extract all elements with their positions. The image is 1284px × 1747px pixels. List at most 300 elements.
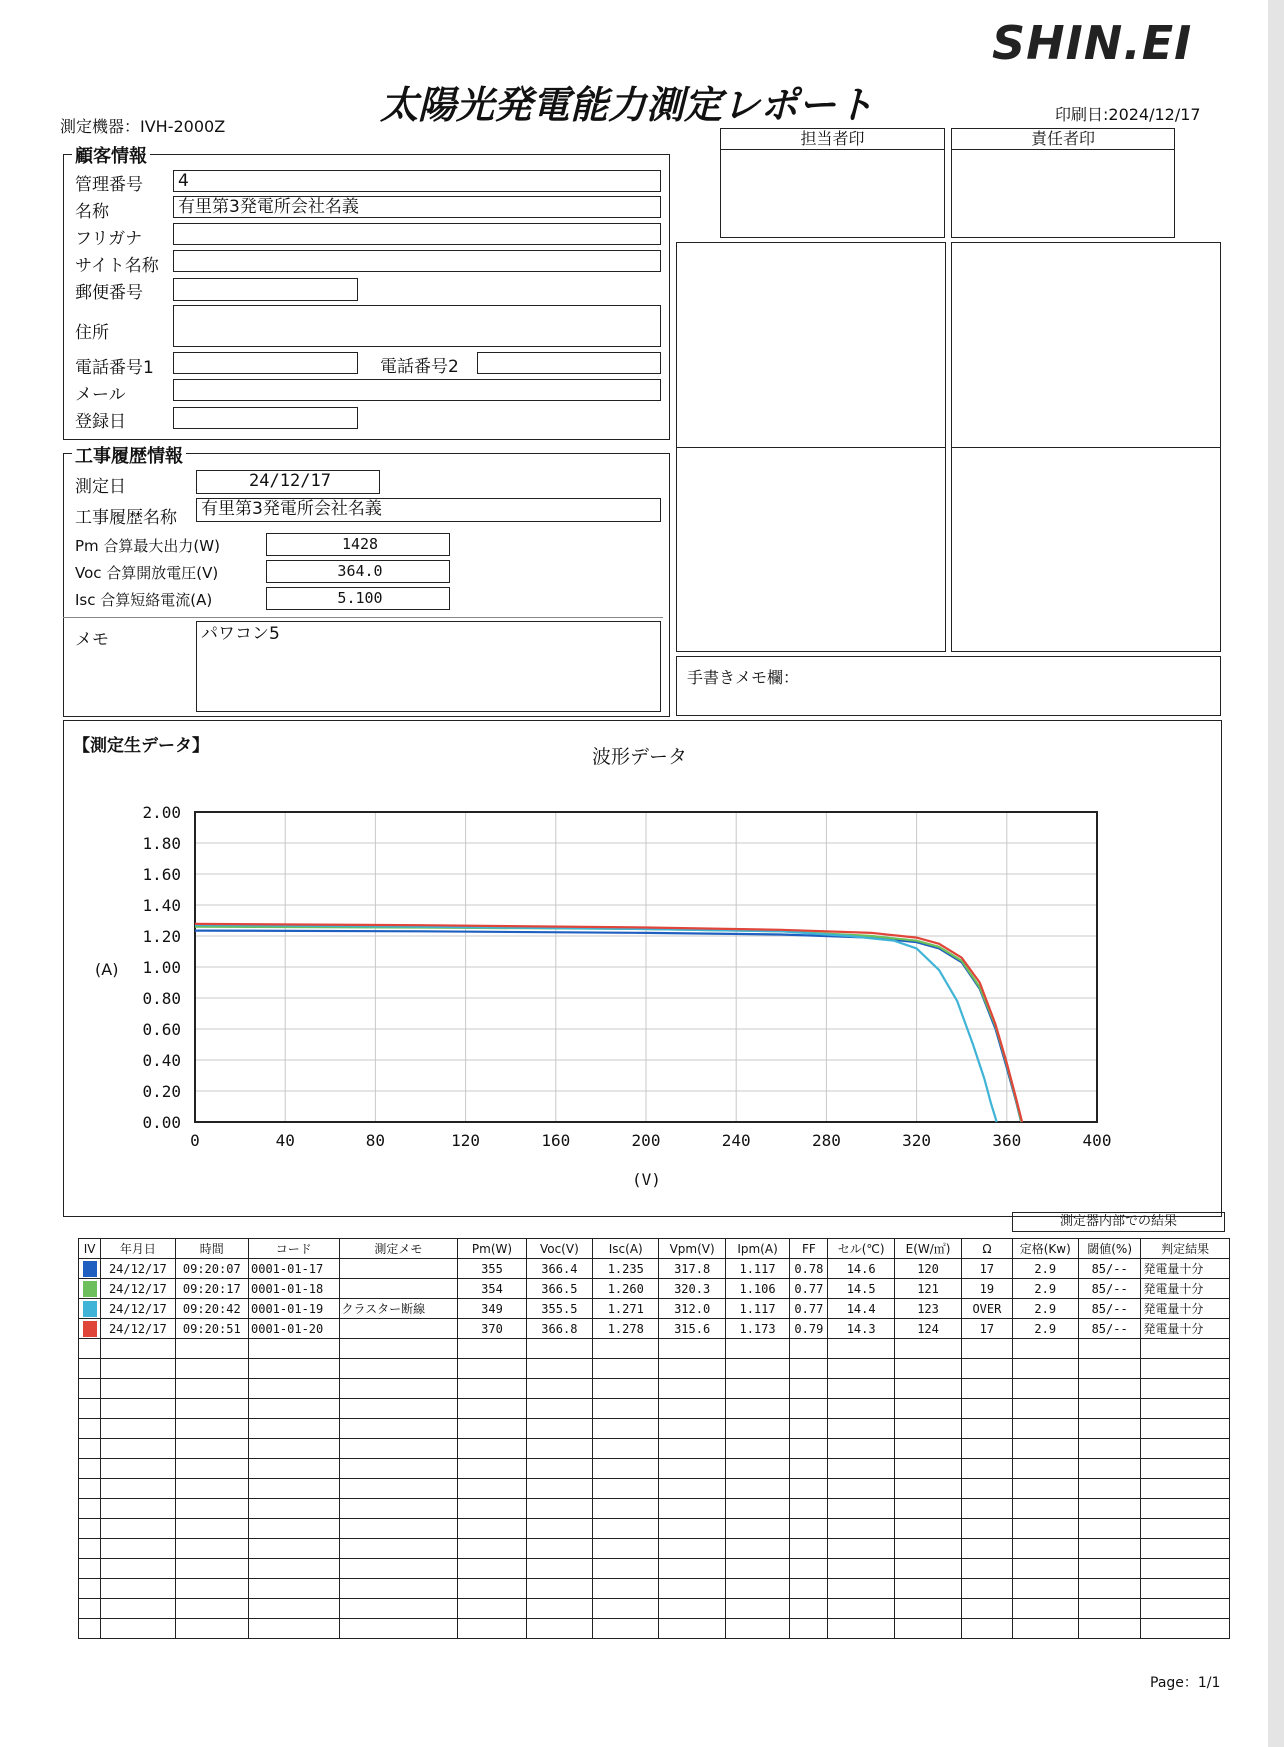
empty-cell: [725, 1479, 789, 1499]
empty-cell: [339, 1579, 458, 1599]
empty-cell: [1078, 1339, 1140, 1359]
table-header-cell: 判定結果: [1141, 1239, 1230, 1259]
empty-cell: [249, 1539, 340, 1559]
empty-cell: [790, 1559, 828, 1579]
empty-cell: [1078, 1459, 1140, 1479]
empty-cell: [659, 1559, 725, 1579]
empty-cell: [962, 1459, 1012, 1479]
customer-section-title: 顧客情報: [72, 142, 150, 168]
table-cell: 14.5: [828, 1279, 894, 1299]
device-label: 測定機器：IVH-2000Z: [60, 117, 226, 136]
empty-cell: [593, 1579, 659, 1599]
table-cell: 354: [458, 1279, 526, 1299]
empty-cell: [1012, 1359, 1078, 1379]
empty-cell: [101, 1619, 175, 1639]
empty-table-row: [79, 1499, 1230, 1519]
table-cell: 0001-01-18: [249, 1279, 340, 1299]
empty-cell: [1012, 1419, 1078, 1439]
table-cell: 17: [962, 1259, 1012, 1279]
measurement-table: [78, 1238, 1230, 1639]
staff-stamp-box: [720, 128, 945, 238]
empty-cell: [1141, 1579, 1230, 1599]
empty-cell: [526, 1459, 592, 1479]
table-cell: 1.106: [725, 1279, 789, 1299]
empty-cell: [79, 1559, 101, 1579]
table-row[interactable]: [79, 1279, 1230, 1299]
empty-cell: [458, 1339, 526, 1359]
empty-cell: [962, 1519, 1012, 1539]
empty-cell: [249, 1399, 340, 1419]
empty-cell: [101, 1379, 175, 1399]
x-tick-label: 120: [451, 1131, 481, 1150]
empty-cell: [339, 1559, 458, 1579]
page-number: Page：1/1: [1150, 1675, 1221, 1691]
empty-cell: [725, 1519, 789, 1539]
tel2-field[interactable]: [477, 352, 661, 374]
table-cell: 1.173: [725, 1319, 789, 1339]
y-tick-label: 0.60: [142, 1020, 181, 1039]
empty-cell: [101, 1599, 175, 1619]
empty-cell: [790, 1599, 828, 1619]
empty-cell: [79, 1439, 101, 1459]
empty-cell: [962, 1439, 1012, 1459]
empty-cell: [962, 1479, 1012, 1499]
furigana-label: フリガナ: [75, 229, 143, 249]
table-header-cell: 測定メモ: [339, 1239, 458, 1259]
empty-cell: [458, 1419, 526, 1439]
empty-cell: [458, 1599, 526, 1619]
furigana-field[interactable]: [173, 223, 661, 245]
empty-cell: [593, 1399, 659, 1419]
empty-cell: [828, 1579, 894, 1599]
empty-cell: [828, 1499, 894, 1519]
empty-cell: [101, 1579, 175, 1599]
empty-cell: [593, 1339, 659, 1359]
table-header-cell: FF: [790, 1239, 828, 1259]
empty-cell: [101, 1339, 175, 1359]
empty-cell: [249, 1379, 340, 1399]
table-cell: 312.0: [659, 1299, 725, 1319]
empty-cell: [1141, 1439, 1230, 1459]
empty-cell: [1012, 1539, 1078, 1559]
x-tick-label: 40: [275, 1131, 295, 1150]
empty-cell: [526, 1479, 592, 1499]
empty-cell: [962, 1379, 1012, 1399]
empty-cell: [249, 1499, 340, 1519]
table-cell: 24/12/17: [101, 1319, 175, 1339]
empty-cell: [790, 1539, 828, 1559]
empty-cell: [458, 1499, 526, 1519]
pm-label: Pm 合算最大出力(W): [75, 537, 220, 555]
isc-field[interactable]: 5.100: [266, 587, 450, 610]
y-tick-label: 1.80: [142, 834, 181, 853]
empty-table-row: [79, 1459, 1230, 1479]
empty-cell: [1012, 1439, 1078, 1459]
empty-cell: [1078, 1559, 1140, 1579]
empty-cell: [894, 1379, 961, 1399]
empty-cell: [894, 1599, 961, 1619]
table-cell: 85/--: [1078, 1319, 1140, 1339]
empty-cell: [339, 1399, 458, 1419]
empty-table-row: [79, 1419, 1230, 1439]
measure-date-label: 測定日: [75, 477, 126, 497]
y-tick-label: 0.80: [142, 989, 181, 1008]
table-header-row: [79, 1239, 1230, 1259]
table-cell: 1.117: [725, 1259, 789, 1279]
empty-cell: [101, 1519, 175, 1539]
work-section-title: 工事履歴情報: [72, 442, 186, 468]
empty-cell: [526, 1539, 592, 1559]
empty-cell: [1141, 1419, 1230, 1439]
mgmt-no-field[interactable]: 4: [173, 170, 661, 192]
empty-cell: [725, 1339, 789, 1359]
empty-cell: [526, 1599, 592, 1619]
empty-cell: [725, 1499, 789, 1519]
empty-cell: [593, 1599, 659, 1619]
empty-cell: [79, 1459, 101, 1479]
empty-cell: [458, 1579, 526, 1599]
empty-cell: [828, 1359, 894, 1379]
table-cell: 発電量十分: [1141, 1259, 1230, 1279]
table-row[interactable]: [79, 1299, 1230, 1319]
handwritten-memo-box: [676, 656, 1221, 716]
staff-stamp-label: 担当者印: [721, 129, 944, 150]
empty-cell: [526, 1359, 592, 1379]
empty-table-row: [79, 1559, 1230, 1579]
work-name-label: 工事履歴名称: [75, 508, 177, 528]
table-cell: 0.78: [790, 1259, 828, 1279]
x-tick-label: 200: [631, 1131, 661, 1150]
empty-cell: [1012, 1459, 1078, 1479]
company-logo: SHIN.EI: [992, 16, 1193, 70]
table-header-cell: IV: [79, 1239, 101, 1259]
table-cell: 14.6: [828, 1259, 894, 1279]
iv-curve-chart: [100, 795, 1120, 1175]
empty-cell: [249, 1619, 340, 1639]
empty-cell: [249, 1519, 340, 1539]
empty-cell: [790, 1439, 828, 1459]
table-header-cell: 年月日: [101, 1239, 175, 1259]
empty-cell: [659, 1399, 725, 1419]
mail-label: メール: [75, 385, 126, 405]
table-cell: 発電量十分: [1141, 1299, 1230, 1319]
empty-cell: [962, 1499, 1012, 1519]
empty-cell: [458, 1619, 526, 1639]
table-cell: 366.8: [526, 1319, 592, 1339]
table-cell: 2.9: [1012, 1259, 1078, 1279]
photo-box-4: [951, 447, 1221, 652]
empty-cell: [962, 1339, 1012, 1359]
empty-cell: [725, 1579, 789, 1599]
empty-cell: [175, 1339, 248, 1359]
empty-cell: [249, 1339, 340, 1359]
table-header-cell: Vpm(V): [659, 1239, 725, 1259]
table-cell: 2.9: [1012, 1279, 1078, 1299]
empty-cell: [526, 1519, 592, 1539]
name-field[interactable]: 有里第3発電所会社名義: [173, 196, 661, 218]
empty-cell: [339, 1479, 458, 1499]
y-tick-label: 1.00: [142, 958, 181, 977]
zip-field[interactable]: [173, 278, 358, 301]
table-cell: 366.4: [526, 1259, 592, 1279]
empty-cell: [593, 1359, 659, 1379]
empty-table-row: [79, 1359, 1230, 1379]
empty-table-row: [79, 1579, 1230, 1599]
table-row[interactable]: [79, 1259, 1230, 1279]
empty-cell: [101, 1499, 175, 1519]
empty-cell: [249, 1439, 340, 1459]
table-cell: 121: [894, 1279, 961, 1299]
table-cell: 1.235: [593, 1259, 659, 1279]
empty-cell: [828, 1519, 894, 1539]
empty-cell: [526, 1439, 592, 1459]
empty-cell: [175, 1599, 248, 1619]
reg-date-field[interactable]: [173, 407, 358, 429]
empty-cell: [339, 1619, 458, 1639]
empty-cell: [1141, 1339, 1230, 1359]
empty-table-row: [79, 1619, 1230, 1639]
table-caption: 測定器内部での結果: [1012, 1212, 1225, 1232]
pm-field[interactable]: 1428: [266, 533, 450, 556]
empty-cell: [894, 1559, 961, 1579]
empty-cell: [1078, 1439, 1140, 1459]
empty-cell: [725, 1399, 789, 1419]
empty-cell: [593, 1559, 659, 1579]
table-cell: 1.117: [725, 1299, 789, 1319]
empty-cell: [458, 1399, 526, 1419]
empty-cell: [894, 1439, 961, 1459]
empty-table-row: [79, 1379, 1230, 1399]
empty-cell: [828, 1419, 894, 1439]
table-cell: 発電量十分: [1141, 1319, 1230, 1339]
empty-cell: [339, 1419, 458, 1439]
tel1-label: 電話番号1: [75, 358, 154, 378]
table-cell: 1.271: [593, 1299, 659, 1319]
empty-cell: [79, 1399, 101, 1419]
empty-cell: [894, 1459, 961, 1479]
empty-cell: [790, 1459, 828, 1479]
empty-cell: [175, 1439, 248, 1459]
empty-cell: [175, 1399, 248, 1419]
manager-stamp-label: 責任者印: [952, 129, 1174, 150]
photo-box-3: [676, 447, 946, 652]
table-cell: 0.77: [790, 1299, 828, 1319]
table-cell: 発電量十分: [1141, 1279, 1230, 1299]
empty-cell: [1141, 1399, 1230, 1419]
color-swatch: [83, 1321, 97, 1337]
y-axis-label: (A): [95, 960, 119, 979]
empty-cell: [659, 1359, 725, 1379]
table-header-cell: E(W/㎡): [894, 1239, 961, 1259]
color-swatch: [83, 1301, 97, 1317]
empty-cell: [962, 1619, 1012, 1639]
empty-cell: [249, 1419, 340, 1439]
empty-cell: [1078, 1599, 1140, 1619]
table-cell: 85/--: [1078, 1299, 1140, 1319]
table-cell: OVER: [962, 1299, 1012, 1319]
empty-table-row: [79, 1519, 1230, 1539]
empty-cell: [339, 1379, 458, 1399]
empty-cell: [790, 1579, 828, 1599]
empty-cell: [1141, 1559, 1230, 1579]
empty-cell: [790, 1399, 828, 1419]
site-field[interactable]: [173, 250, 661, 272]
empty-cell: [1141, 1379, 1230, 1399]
table-header-cell: セル(℃): [828, 1239, 894, 1259]
empty-cell: [894, 1339, 961, 1359]
empty-cell: [339, 1499, 458, 1519]
color-swatch: [83, 1281, 97, 1297]
empty-cell: [1012, 1559, 1078, 1579]
color-swatch: [83, 1261, 97, 1277]
tel2-label: 電話番号2: [380, 357, 459, 377]
empty-cell: [593, 1499, 659, 1519]
manager-stamp-box: [951, 128, 1175, 238]
table-cell: 2.9: [1012, 1319, 1078, 1339]
memo-field[interactable]: パワコン5: [196, 621, 661, 712]
x-tick-label: 240: [721, 1131, 751, 1150]
empty-cell: [79, 1519, 101, 1539]
empty-cell: [659, 1599, 725, 1619]
table-header-cell: Ω: [962, 1239, 1012, 1259]
empty-cell: [593, 1419, 659, 1439]
reg-date-label: 登録日: [75, 412, 126, 432]
table-cell: 14.4: [828, 1299, 894, 1319]
empty-cell: [339, 1459, 458, 1479]
y-tick-label: 0.40: [142, 1051, 181, 1070]
empty-cell: [593, 1519, 659, 1539]
empty-cell: [962, 1559, 1012, 1579]
scan-edge: [1268, 0, 1284, 1747]
empty-cell: [1012, 1479, 1078, 1499]
empty-cell: [1012, 1499, 1078, 1519]
empty-cell: [1141, 1459, 1230, 1479]
empty-cell: [725, 1379, 789, 1399]
empty-cell: [828, 1599, 894, 1619]
empty-cell: [101, 1479, 175, 1499]
x-tick-label: 320: [902, 1131, 932, 1150]
empty-cell: [458, 1539, 526, 1559]
mail-field[interactable]: [173, 379, 661, 401]
empty-cell: [249, 1599, 340, 1619]
table-cell: 1.260: [593, 1279, 659, 1299]
empty-cell: [962, 1359, 1012, 1379]
empty-cell: [79, 1619, 101, 1639]
table-cell: 349: [458, 1299, 526, 1319]
work-name-field[interactable]: 有里第3発電所会社名義: [196, 498, 661, 522]
empty-cell: [101, 1459, 175, 1479]
empty-cell: [526, 1619, 592, 1639]
memo-label: メモ: [75, 630, 109, 650]
empty-cell: [79, 1539, 101, 1559]
x-tick-label: 280: [811, 1131, 841, 1150]
empty-cell: [828, 1339, 894, 1359]
tel1-field[interactable]: [173, 352, 358, 374]
table-cell: [339, 1319, 458, 1339]
empty-cell: [593, 1439, 659, 1459]
empty-cell: [175, 1539, 248, 1559]
empty-cell: [79, 1339, 101, 1359]
empty-cell: [828, 1619, 894, 1639]
empty-cell: [659, 1379, 725, 1399]
table-cell: 09:20:17: [175, 1279, 248, 1299]
empty-cell: [962, 1599, 1012, 1619]
measure-date-field[interactable]: 24/12/17: [196, 470, 380, 494]
table-row[interactable]: [79, 1319, 1230, 1339]
y-tick-label: 1.60: [142, 865, 181, 884]
empty-cell: [1078, 1479, 1140, 1499]
series-color-swatch: [79, 1319, 101, 1339]
empty-cell: [79, 1499, 101, 1519]
empty-cell: [962, 1419, 1012, 1439]
empty-cell: [175, 1459, 248, 1479]
table-header-cell: Isc(A): [593, 1239, 659, 1259]
empty-table-row: [79, 1539, 1230, 1559]
empty-cell: [659, 1419, 725, 1439]
empty-cell: [790, 1519, 828, 1539]
empty-cell: [790, 1359, 828, 1379]
table-cell: 370: [458, 1319, 526, 1339]
empty-cell: [725, 1539, 789, 1559]
empty-cell: [1012, 1599, 1078, 1619]
empty-cell: [458, 1379, 526, 1399]
table-cell: 355: [458, 1259, 526, 1279]
empty-table-row: [79, 1399, 1230, 1419]
table-cell: 24/12/17: [101, 1259, 175, 1279]
table-cell: 85/--: [1078, 1279, 1140, 1299]
empty-cell: [894, 1399, 961, 1419]
table-cell: [339, 1259, 458, 1279]
table-cell: 09:20:07: [175, 1259, 248, 1279]
voc-field[interactable]: 364.0: [266, 560, 450, 583]
y-tick-label: 2.00: [142, 803, 181, 822]
empty-cell: [79, 1359, 101, 1379]
empty-cell: [175, 1519, 248, 1539]
empty-cell: [526, 1579, 592, 1599]
empty-cell: [1078, 1419, 1140, 1439]
empty-cell: [659, 1459, 725, 1479]
empty-cell: [725, 1359, 789, 1379]
empty-cell: [659, 1539, 725, 1559]
table-cell: 317.8: [659, 1259, 725, 1279]
empty-cell: [1141, 1479, 1230, 1499]
photo-box-1: [676, 242, 946, 448]
empty-cell: [894, 1419, 961, 1439]
empty-table-row: [79, 1599, 1230, 1619]
table-cell: 17: [962, 1319, 1012, 1339]
empty-cell: [526, 1379, 592, 1399]
empty-cell: [894, 1359, 961, 1379]
empty-cell: [339, 1539, 458, 1559]
table-cell: 366.5: [526, 1279, 592, 1299]
empty-cell: [175, 1359, 248, 1379]
empty-cell: [828, 1459, 894, 1479]
address-field[interactable]: [173, 305, 661, 347]
empty-cell: [593, 1479, 659, 1499]
empty-cell: [790, 1339, 828, 1359]
empty-cell: [790, 1379, 828, 1399]
empty-cell: [725, 1459, 789, 1479]
empty-cell: [659, 1519, 725, 1539]
empty-cell: [458, 1519, 526, 1539]
empty-cell: [894, 1539, 961, 1559]
empty-cell: [458, 1459, 526, 1479]
series-color-swatch: [79, 1299, 101, 1319]
table-cell: 14.3: [828, 1319, 894, 1339]
voc-label: Voc 合算開放電圧(V): [75, 564, 219, 582]
empty-cell: [725, 1419, 789, 1439]
empty-cell: [828, 1399, 894, 1419]
